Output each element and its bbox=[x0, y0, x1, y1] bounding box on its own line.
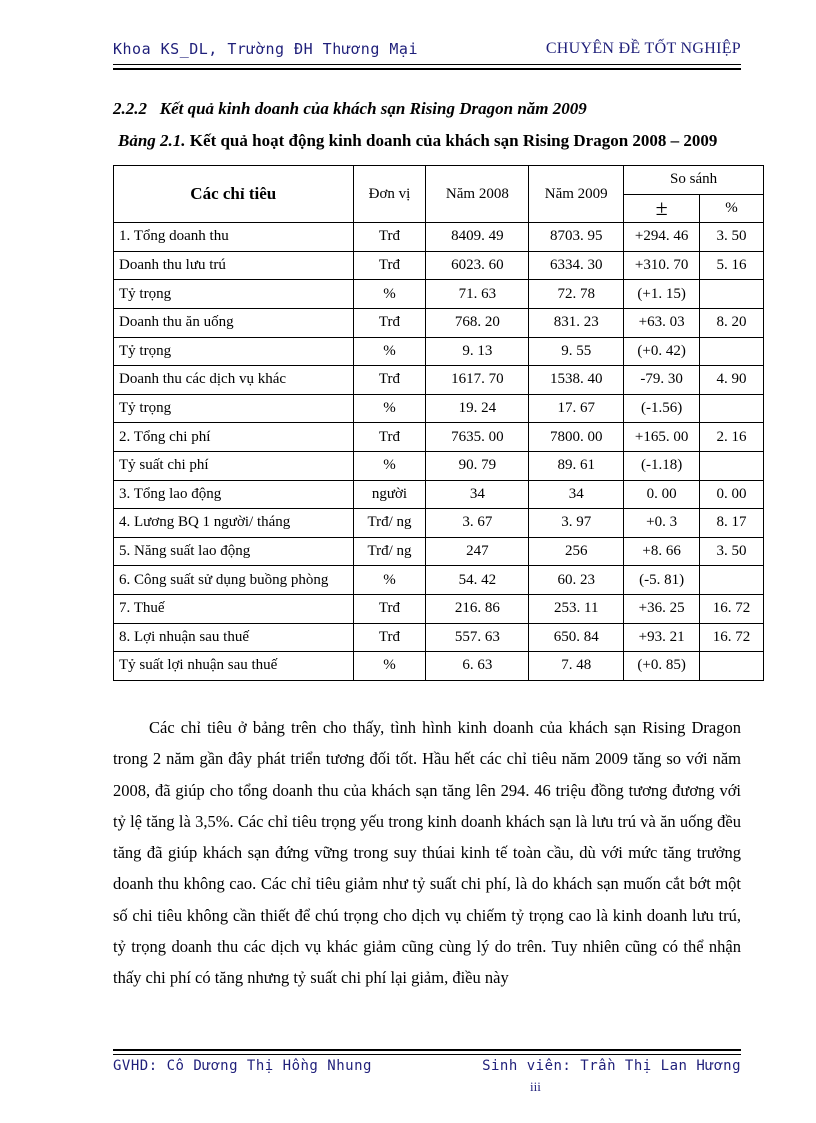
cell-2008: 71. 63 bbox=[426, 280, 529, 309]
cell-unit: Trđ/ ng bbox=[353, 537, 426, 566]
cell-2009: 9. 55 bbox=[529, 337, 624, 366]
cell-pct: 3. 50 bbox=[700, 223, 764, 252]
cell-2009: 60. 23 bbox=[529, 566, 624, 595]
cell-diff: +310. 70 bbox=[624, 251, 700, 280]
cell-pct: 8. 17 bbox=[700, 509, 764, 538]
table-row bbox=[114, 451, 764, 480]
cell-2008: 19. 24 bbox=[426, 394, 529, 423]
cell-diff: (-1.56) bbox=[624, 394, 700, 423]
cell-unit: % bbox=[353, 566, 426, 595]
header-rule-thick bbox=[113, 68, 741, 70]
cell-diff: +36. 25 bbox=[624, 594, 700, 623]
header-2008: Năm 2008 bbox=[426, 166, 529, 223]
cell-2009: 7800. 00 bbox=[529, 423, 624, 452]
cell-indicator: 8. Lợi nhuận sau thuế bbox=[114, 623, 354, 652]
cell-indicator: Tỷ suất chi phí bbox=[114, 451, 354, 480]
cell-pct bbox=[700, 394, 764, 423]
cell-2009: 7. 48 bbox=[529, 652, 624, 681]
cell-2008: 6. 63 bbox=[426, 652, 529, 681]
cell-unit: người bbox=[353, 480, 426, 509]
footer-student: Sinh viên: Trần Thị Lan Hương bbox=[482, 1058, 741, 1074]
cell-indicator: Tỷ trọng bbox=[114, 280, 354, 309]
table-row bbox=[114, 280, 764, 309]
header-rule-thin bbox=[113, 64, 741, 65]
section-title-text: Kết quả kinh doanh của khách sạn Rising Dragon năm 2009 bbox=[159, 99, 587, 118]
cell-pct: 2. 16 bbox=[700, 423, 764, 452]
table-row bbox=[114, 423, 764, 452]
header-diff: ± bbox=[624, 194, 700, 223]
cell-2008: 3. 67 bbox=[426, 509, 529, 538]
cell-diff: 0. 00 bbox=[624, 480, 700, 509]
cell-unit: Trđ bbox=[353, 308, 426, 337]
table-row bbox=[114, 394, 764, 423]
cell-diff: (+0. 42) bbox=[624, 337, 700, 366]
cell-unit: % bbox=[353, 451, 426, 480]
cell-2008: 90. 79 bbox=[426, 451, 529, 480]
cell-unit: % bbox=[353, 337, 426, 366]
paragraph-text: Các chỉ tiêu ở bảng trên cho thấy, tình hình kinh doanh của khách sạn Rising Dragon trong 2 năm gần đây phát triển tương đối tốt. Hầu hết các chỉ tiêu năm 2009 tăng so với năm 2008, đã giúp cho tổng doanh thu của khách sạn tăng lên 294. 46 triệu đồng tương đương với tỷ lệ tăng là 3,5%. Các chỉ tiêu trọng yếu trong kinh doanh khách sạn là lưu trú và ăn uống đều tăng đã giúp khách sạn đứng vững trong suy thúai kinh tế toàn cầu, dù với mức tăng trưởng doanh thu không cao. Các chỉ tiêu giảm như tỷ suất chi phí, là do khách sạn muốn cắt bớt một số chi tiêu không cần thiết để chú trọng cho dịch vụ chiếm tỷ trọng cao là kinh doanh lưu trú, tỷ trọng doanh thu các dịch vụ khác giảm cũng cùng lý do trên. Tuy nhiên cũng có thể nhận thấy chi phí có tăng nhưng tỷ suất chi phí lại giảm, điều này bbox=[113, 718, 741, 988]
cell-unit: Trđ bbox=[353, 423, 426, 452]
cell-pct bbox=[700, 566, 764, 595]
cell-2009: 1538. 40 bbox=[529, 366, 624, 395]
cell-2008: 6023. 60 bbox=[426, 251, 529, 280]
cell-indicator: Doanh thu lưu trú bbox=[114, 251, 354, 280]
cell-unit: Trđ bbox=[353, 251, 426, 280]
cell-pct: 16. 72 bbox=[700, 594, 764, 623]
cell-unit: % bbox=[353, 280, 426, 309]
cell-diff: +8. 66 bbox=[624, 537, 700, 566]
cell-2009: 34 bbox=[529, 480, 624, 509]
cell-unit: Trđ bbox=[353, 223, 426, 252]
cell-indicator: 5. Năng suất lao động bbox=[114, 537, 354, 566]
cell-unit: % bbox=[353, 394, 426, 423]
table-row bbox=[114, 251, 764, 280]
cell-2008: 768. 20 bbox=[426, 308, 529, 337]
cell-diff: (-5. 81) bbox=[624, 566, 700, 595]
cell-pct: 5. 16 bbox=[700, 251, 764, 280]
cell-pct: 0. 00 bbox=[700, 480, 764, 509]
cell-indicator: Doanh thu ăn uống bbox=[114, 308, 354, 337]
cell-2009: 256 bbox=[529, 537, 624, 566]
header-pct: % bbox=[700, 194, 764, 223]
cell-pct: 8. 20 bbox=[700, 308, 764, 337]
header-compare: So sánh bbox=[624, 166, 764, 195]
cell-2008: 9. 13 bbox=[426, 337, 529, 366]
cell-2009: 650. 84 bbox=[529, 623, 624, 652]
section-title bbox=[113, 99, 587, 119]
cell-2009: 3. 97 bbox=[529, 509, 624, 538]
cell-indicator: 1. Tổng doanh thu bbox=[114, 223, 354, 252]
cell-indicator: 3. Tổng lao động bbox=[114, 480, 354, 509]
table-row bbox=[114, 652, 764, 681]
table-caption bbox=[118, 131, 717, 151]
cell-diff: +294. 46 bbox=[624, 223, 700, 252]
page-header bbox=[113, 40, 741, 64]
cell-pct: 3. 50 bbox=[700, 537, 764, 566]
cell-unit: Trđ bbox=[353, 594, 426, 623]
table-row bbox=[114, 308, 764, 337]
cell-2009: 831. 23 bbox=[529, 308, 624, 337]
cell-indicator: 4. Lương BQ 1 người/ tháng bbox=[114, 509, 354, 538]
cell-diff: -79. 30 bbox=[624, 366, 700, 395]
header-unit: Đơn vị bbox=[353, 166, 426, 223]
cell-indicator: Tỷ trọng bbox=[114, 394, 354, 423]
cell-diff: +93. 21 bbox=[624, 623, 700, 652]
cell-unit: % bbox=[353, 652, 426, 681]
table-row bbox=[114, 537, 764, 566]
body-paragraph bbox=[113, 712, 741, 994]
table-caption-label: Bảng 2.1. bbox=[118, 131, 186, 150]
cell-pct bbox=[700, 280, 764, 309]
cell-pct bbox=[700, 652, 764, 681]
cell-pct bbox=[700, 337, 764, 366]
cell-pct bbox=[700, 451, 764, 480]
cell-2009: 8703. 95 bbox=[529, 223, 624, 252]
header-faculty: Khoa KS_DL, Trường ĐH Thương Mại bbox=[113, 40, 418, 58]
footer-advisor: GVHD: Cô Dương Thị Hồng Nhung bbox=[113, 1058, 372, 1074]
cell-2009: 89. 61 bbox=[529, 451, 624, 480]
cell-diff: (+0. 85) bbox=[624, 652, 700, 681]
cell-unit: Trđ bbox=[353, 366, 426, 395]
cell-unit: Trđ bbox=[353, 623, 426, 652]
header-indicator: Các chỉ tiêu bbox=[114, 166, 354, 223]
cell-2009: 17. 67 bbox=[529, 394, 624, 423]
cell-2009: 253. 11 bbox=[529, 594, 624, 623]
table-row bbox=[114, 480, 764, 509]
cell-pct: 16. 72 bbox=[700, 623, 764, 652]
cell-indicator: 2. Tổng chi phí bbox=[114, 423, 354, 452]
section-number: 2.2.2 bbox=[113, 99, 147, 118]
cell-indicator: Doanh thu các dịch vụ khác bbox=[114, 366, 354, 395]
footer-rule-thick bbox=[113, 1049, 741, 1051]
table-row bbox=[114, 566, 764, 595]
cell-2008: 557. 63 bbox=[426, 623, 529, 652]
cell-indicator: Tỷ trọng bbox=[114, 337, 354, 366]
table-row bbox=[114, 594, 764, 623]
cell-2008: 1617. 70 bbox=[426, 366, 529, 395]
table-row bbox=[114, 366, 764, 395]
cell-diff: +0. 3 bbox=[624, 509, 700, 538]
header-2009: Năm 2009 bbox=[529, 166, 624, 223]
cell-2008: 34 bbox=[426, 480, 529, 509]
cell-2009: 6334. 30 bbox=[529, 251, 624, 280]
cell-unit: Trđ/ ng bbox=[353, 509, 426, 538]
cell-diff: +165. 00 bbox=[624, 423, 700, 452]
footer-rule-thin bbox=[113, 1054, 741, 1055]
table-row bbox=[114, 623, 764, 652]
cell-indicator: 7. Thuế bbox=[114, 594, 354, 623]
cell-2008: 54. 42 bbox=[426, 566, 529, 595]
cell-2008: 247 bbox=[426, 537, 529, 566]
table-row bbox=[114, 509, 764, 538]
cell-2008: 216. 86 bbox=[426, 594, 529, 623]
cell-2008: 8409. 49 bbox=[426, 223, 529, 252]
table-row bbox=[114, 337, 764, 366]
cell-2009: 72. 78 bbox=[529, 280, 624, 309]
page-number: iii bbox=[530, 1079, 541, 1094]
cell-2008: 7635. 00 bbox=[426, 423, 529, 452]
cell-diff: +63. 03 bbox=[624, 308, 700, 337]
header-doc-type: CHUYÊN ĐỀ TỐT NGHIỆP bbox=[545, 40, 741, 57]
cell-indicator: 6. Công suất sử dụng buồng phòng bbox=[114, 566, 354, 595]
results-table bbox=[113, 165, 764, 681]
table-row bbox=[114, 223, 764, 252]
table-caption-text: Kết quả hoạt động kinh doanh của khách sạn Rising Dragon 2008 – 2009 bbox=[185, 131, 718, 150]
cell-diff: (-1.18) bbox=[624, 451, 700, 480]
cell-diff: (+1. 15) bbox=[624, 280, 700, 309]
cell-indicator: Tỷ suất lợi nhuận sau thuế bbox=[114, 652, 354, 681]
cell-pct: 4. 90 bbox=[700, 366, 764, 395]
